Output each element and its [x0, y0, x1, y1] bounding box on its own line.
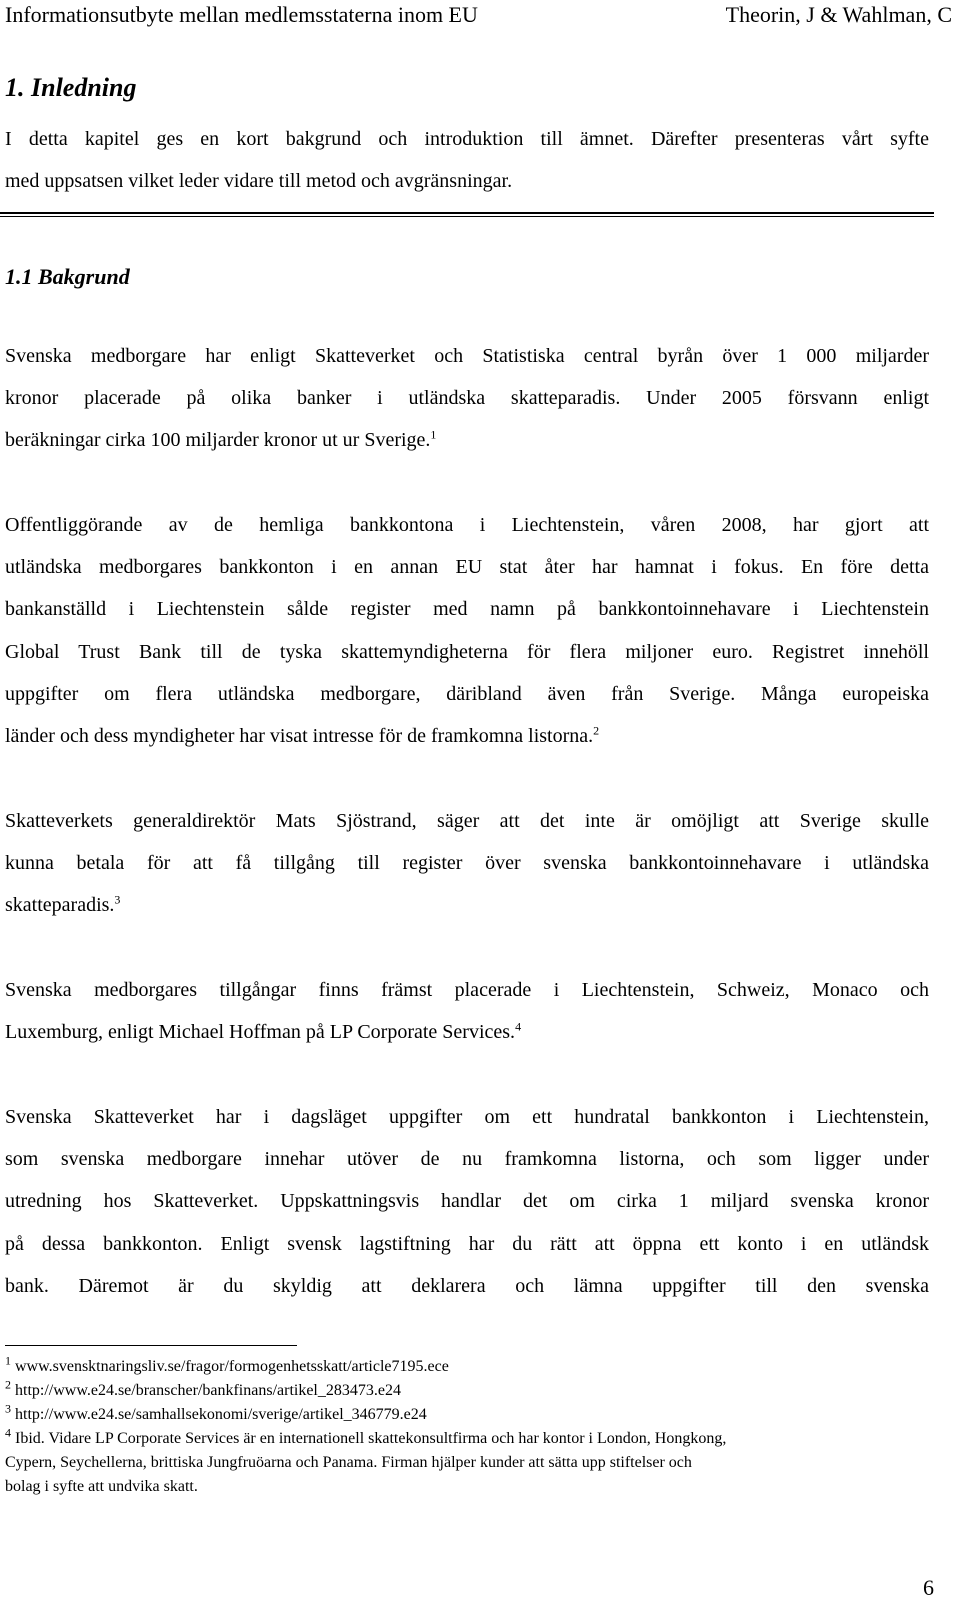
paragraph-line: Skatteverkets generaldirektör Mats Sjöstrand, säger att det inte är omöjligt att Sverige skulle: [5, 810, 929, 832]
paragraph-line: Offentliggörande av de hemliga bankkontona i Liechtenstein, våren 2008, har gjort att: [5, 514, 929, 536]
chapter-heading: 1. Inledning: [5, 73, 137, 102]
footnote-number: 4: [5, 1425, 11, 1440]
paragraph-line: [5, 1011, 929, 1053]
footnote-ref-1[interactable]: 1: [430, 427, 437, 442]
paragraph-3: [5, 800, 929, 927]
footnote-4-cont: bolag i syfte att undvika skatt.: [5, 1478, 198, 1495]
paragraph-line: på dessa bankkonton. Enligt svensk lagstiftning har du rätt att öppna ett konto i en utländsk: [5, 1232, 929, 1255]
page-number: 6: [923, 1575, 934, 1600]
paragraph-line: [5, 715, 929, 757]
running-header-authors: Theorin, J & Wahlman, C: [725, 2, 952, 27]
footnote-ref-3[interactable]: 3: [114, 892, 121, 907]
intro-line: I detta kapitel ges en kort bakgrund och introduktion till ämnet. Därefter presenteras vårt syfte: [5, 128, 929, 150]
footnote-4-cont: Cypern, Seychellerna, brittiska Jungfruöarna och Panama. Firman hjälper kunder att sätta upp stiftelser och: [5, 1454, 692, 1471]
paragraph-line: Svenska medborgare har enligt Skatteverket och Statistiska central byrån över 1 000 miljarder: [5, 345, 929, 367]
paragraph-line: bank. Däremot är du skyldig att deklarera och lämna uppgifter till den svenska: [5, 1274, 929, 1297]
footnote-number: 3: [5, 1401, 11, 1416]
footnote-text: Ibid. Vidare LP Corporate Services är en internationell skattekonsultfirma och har kontor i London, Hongkong,: [15, 1430, 727, 1447]
paragraph-4: [5, 969, 929, 1053]
paragraph-2: [5, 504, 929, 757]
footnote-4: [5, 1427, 935, 1451]
paragraph-text: länder och dess myndigheter har visat intresse för de framkomna listorna.: [5, 725, 594, 748]
paragraph-line: bankanställd i Liechtenstein sålde register med namn på bankkontoinnehavare i Liechtenstein: [5, 598, 929, 621]
footnote-link[interactable]: www.svensktnaringsliv.se/fragor/formogenhetsskatt/article7195.ece: [15, 1358, 449, 1375]
footnote-3: [5, 1403, 935, 1427]
paragraph-1: [5, 335, 929, 462]
footnote-number: 2: [5, 1377, 11, 1392]
paragraph-line: Svenska medborgares tillgångar finns främst placerade i Liechtenstein, Schweiz, Monaco och: [5, 979, 929, 1001]
intro-line: med uppsatsen vilket leder vidare till metod och avgränsningar.: [5, 170, 513, 193]
footnote-number: 1: [5, 1353, 11, 1368]
paragraph-line: utländska medborgares bankkonton i en annan EU stat åter har hamnat i fokus. En före detta: [5, 556, 929, 579]
footnote-1: [5, 1355, 935, 1379]
paragraph-line: uppgifter om flera utländska medborgare, däribland även från Sverige. Många europeiska: [5, 682, 929, 705]
footnote-2: [5, 1379, 935, 1403]
paragraph-line: som svenska medborgare innehar utöver de nu framkomna listorna, och som ligger under: [5, 1148, 929, 1171]
intro-paragraph: [5, 118, 929, 202]
footnote-link[interactable]: http://www.e24.se/samhallsekonomi/sverige/artikel_346779.e24: [15, 1406, 427, 1423]
paragraph-line: kronor placerade på olika banker i utländska skatteparadis. Under 2005 försvann enligt: [5, 387, 929, 410]
paragraph-line: [5, 884, 929, 926]
footnote-separator: [5, 1345, 297, 1346]
paragraph-line: [5, 419, 929, 461]
paragraph-text: beräkningar cirka 100 miljarder kronor ut ur Sverige.: [5, 429, 431, 452]
footnote-ref-4[interactable]: 4: [515, 1019, 522, 1034]
paragraph-line: Svenska Skatteverket har i dagsläget uppgifter om ett hundratal bankkonton i Liechtenstein,: [5, 1106, 929, 1128]
footnotes: [5, 1355, 935, 1499]
paragraph-text: skatteparadis.: [5, 894, 115, 917]
section-divider: [0, 212, 934, 217]
running-header-title: Informationsutbyte mellan medlemsstaterna inom EU: [5, 2, 478, 27]
footnote-link[interactable]: http://www.e24.se/branscher/bankfinans/artikel_283473.e24: [15, 1382, 401, 1399]
paragraph-text: Luxemburg, enligt Michael Hoffman på LP Corporate Services.: [5, 1021, 516, 1044]
paragraph-5: [5, 1096, 929, 1307]
paragraph-line: kunna betala för att få tillgång till register över svenska bankkontoinnehavare i utländska: [5, 852, 929, 875]
section-heading: 1.1 Bakgrund: [5, 264, 130, 289]
paragraph-line: Global Trust Bank till de tyska skattemyndigheterna för flera miljoner euro. Registret innehöll: [5, 640, 929, 663]
footnote-ref-2[interactable]: 2: [593, 723, 600, 738]
paragraph-line: utredning hos Skatteverket. Uppskattningsvis handlar det om cirka 1 miljard svenska kronor: [5, 1190, 929, 1213]
